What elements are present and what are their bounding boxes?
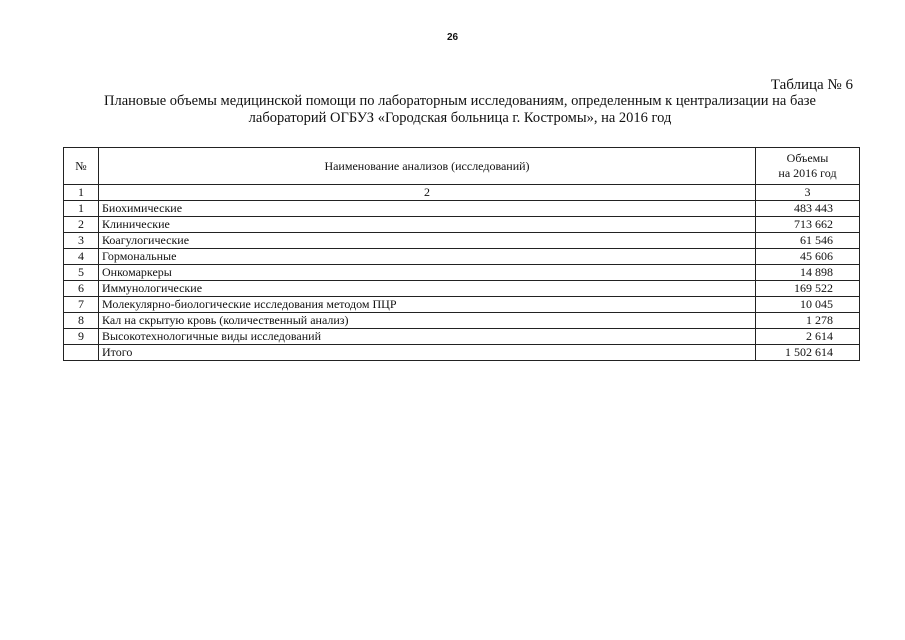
- row-num: 7: [64, 297, 99, 313]
- row-num: 5: [64, 265, 99, 281]
- table-row: [64, 201, 860, 217]
- index-cell-2: 2: [99, 185, 756, 201]
- row-volume: 14 898: [756, 265, 860, 281]
- row-volume: 713 662: [756, 217, 860, 233]
- row-num: 6: [64, 281, 99, 297]
- row-num: 8: [64, 313, 99, 329]
- header-name: Наименование анализов (исследований): [99, 148, 756, 185]
- row-volume: 61 546: [756, 233, 860, 249]
- table-row: [64, 265, 860, 281]
- row-name: Молекулярно-биологические исследования методом ПЦР: [99, 297, 756, 313]
- row-name: Биохимические: [99, 201, 756, 217]
- row-volume: 483 443: [756, 201, 860, 217]
- table-row: [64, 233, 860, 249]
- table-row: [64, 217, 860, 233]
- row-volume: 169 522: [756, 281, 860, 297]
- row-name: Коагулогические: [99, 233, 756, 249]
- header-volume: [756, 148, 860, 185]
- index-cell-1: 1: [64, 185, 99, 201]
- row-name: Клинические: [99, 217, 756, 233]
- row-volume: 2 614: [756, 329, 860, 345]
- row-name: Кал на скрытую кровь (количественный анализ): [99, 313, 756, 329]
- table-row: [64, 297, 860, 313]
- total-label: Итого: [99, 345, 756, 361]
- row-volume: 45 606: [756, 249, 860, 265]
- row-volume: 1 278: [756, 313, 860, 329]
- title-line-1: Плановые объемы медицинской помощи по лабораторным исследованиям, определенным к централизации на базе: [104, 93, 816, 109]
- row-num: 2: [64, 217, 99, 233]
- header-volume-line-1: Объемы: [786, 151, 829, 165]
- row-name: Гормональные: [99, 249, 756, 265]
- index-row: [64, 185, 860, 201]
- header-num: №: [64, 148, 99, 185]
- page-number: 26: [446, 32, 459, 43]
- total-row: [64, 345, 860, 361]
- document-title: [60, 93, 860, 127]
- row-num: 3: [64, 233, 99, 249]
- table-row: [64, 281, 860, 297]
- table-row: [64, 313, 860, 329]
- index-cell-3: 3: [756, 185, 860, 201]
- total-num: [64, 345, 99, 361]
- table-header-row: [64, 148, 860, 185]
- table-row: [64, 249, 860, 265]
- table-label: Таблица № 6: [770, 77, 853, 93]
- row-num: 4: [64, 249, 99, 265]
- table-row: [64, 329, 860, 345]
- title-line-2: лабораторий ОГБУЗ «Городская больница г. Костромы», на 2016 год: [248, 110, 672, 126]
- lab-volumes-table: [63, 147, 860, 361]
- row-num: 1: [64, 201, 99, 217]
- row-name: Онкомаркеры: [99, 265, 756, 281]
- row-num: 9: [64, 329, 99, 345]
- row-volume: 10 045: [756, 297, 860, 313]
- row-name: Высокотехнологичные виды исследований: [99, 329, 756, 345]
- header-volume-line-2: на 2016 год: [778, 166, 837, 180]
- row-name: Иммунологические: [99, 281, 756, 297]
- total-volume: 1 502 614: [756, 345, 860, 361]
